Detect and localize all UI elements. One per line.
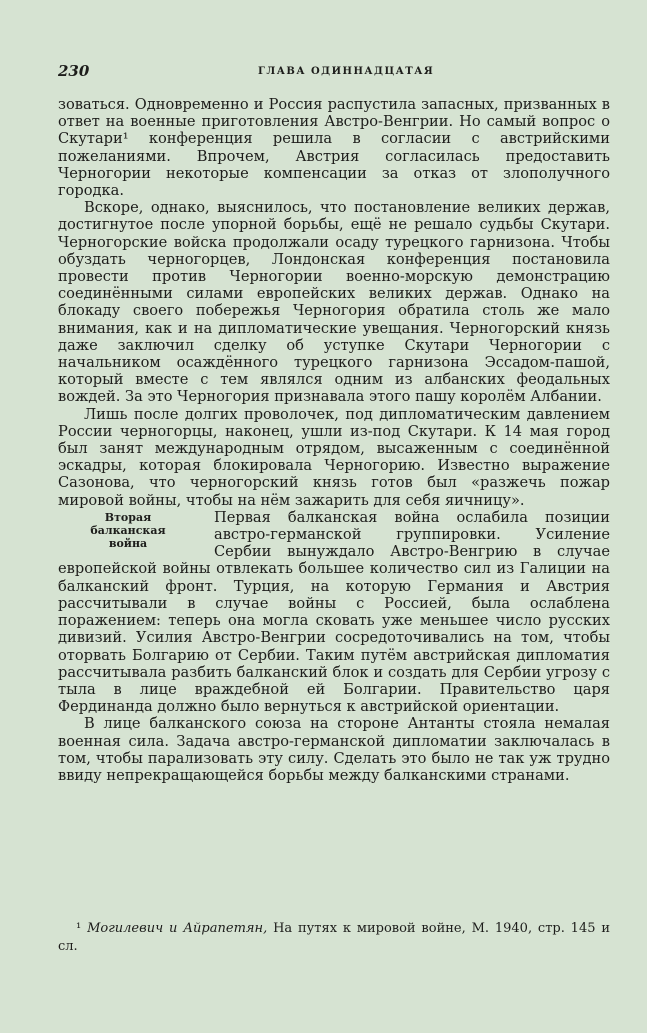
margin-heading-line: Вторая bbox=[104, 510, 152, 524]
footnote-marker: ¹ bbox=[76, 921, 82, 936]
body-text bbox=[58, 96, 610, 784]
footnote-authors: Могилевич и Айрапетян, bbox=[87, 921, 268, 936]
paragraph-5: В лице балканского союза на стороне Антанты стояла немалая военная сила. Задача австро-германской дипломатии заключалась в том, чтобы парализовать эту силу. Сделать это было не так уж трудно ввиду непрекращающейся борьбы между балканскими странами. bbox=[58, 715, 610, 784]
section-with-sidenote bbox=[58, 509, 610, 715]
page-header bbox=[58, 62, 610, 82]
margin-heading bbox=[58, 511, 198, 550]
paragraph-2: Вскоре, однако, выяснилось, что постановление великих держав, достигнутое после упорной борьбы, ещё не решало судьбы Скутари. Черногорские войска продолжали осаду турецкого гарнизона. Чтобы обуздать черногорцев, Лондонская конференция постановила провести против Черногории военно-морскую демонстрацию соединёнными силами европейских великих держав. Однако на блокаду своего побережья Черногория обратила столь же мало внимания, как и на дипломатические увещания. Черногорский князь даже заключил сделку об уступке Скутари Черногории с начальником осаждённого турецкого гарнизона Эссадом-пашой, который вместе с тем являлся одним из албанских феодальных вождей. За это Черногория признавала этого пашу королём Албании. bbox=[58, 199, 610, 406]
margin-heading-line: балканская bbox=[90, 523, 166, 537]
running-title: ГЛАВА ОДИННАДЦАТАЯ bbox=[258, 66, 435, 77]
footnote-text: На путях к мировой войне, М. 1940, стр. 145 и сл. bbox=[58, 921, 611, 954]
footnote bbox=[58, 920, 610, 956]
margin-heading-line: война bbox=[108, 536, 148, 550]
paragraph-1: зоваться. Одновременно и Россия распустила запасных, призванных в ответ на военные приготовления Австро-Венгрии. Но самый вопрос о Скутари¹ конференция решила в согласии с австрийскими пожеланиями. Впрочем, Австрия согласилась предоставить Черногории некоторые компенсации за отказ от злополучного городка. bbox=[58, 96, 610, 200]
paragraph-3: Лишь после долгих проволочек, под дипломатическим давлением России черногорцы, наконец, ушли из-под Скутари. К 14 мая город был занят международным отрядом, высаженным с соединённой эскадры, которая блокировала Черногорию. Известно выражение Сазонова, что черногорский князь готов был «разжечь пожар мировой войны, чтобы на нём зажарить для себя яичницу». bbox=[58, 405, 610, 509]
page-number: 230 bbox=[58, 62, 90, 80]
paragraph-4: Первая балканская война ослабила позиции австро-германской группировки. Усиление Сербии вынуждало Австро-Венгрию в случае европейской войны отвлекать большее количество сил из Галиции на балканский фронт. Турция, на которую Германия и Австрия рассчитывали в случае войны с Россией, была ослаблена поражением: теперь она могла сковать уже меньшее число русских дивизий. Усилия Австро-Венгрии сосредоточивались на том, чтобы оторвать Болгарию от Сербии. Таким путём австрийская дипломатия рассчитывала разбить балканский блок и создать для Сербии угрозу с тыла в лице враждебной ей Болгарии. Правительство царя Фердинанда должно было вернуться к австрийской ориентации. bbox=[58, 508, 610, 716]
